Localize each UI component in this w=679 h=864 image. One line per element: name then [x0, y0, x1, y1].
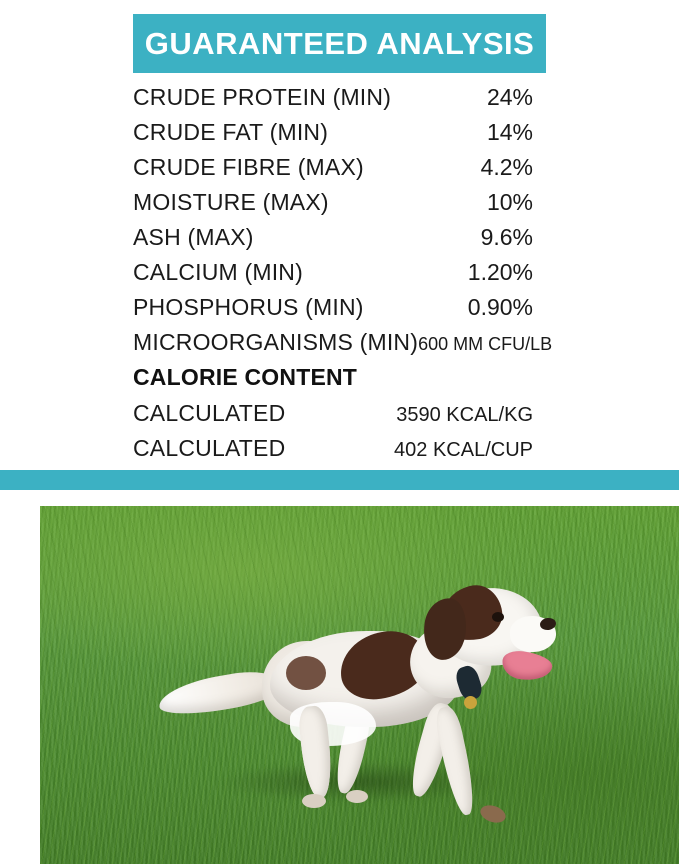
dog-illustration: [40, 506, 679, 864]
dog-paw-back-right: [302, 794, 326, 808]
table-row: [133, 329, 553, 364]
nutrient-label: CRUDE PROTEIN (MIN): [133, 84, 392, 110]
table-row: [133, 400, 533, 435]
calorie-content-heading: CALORIE CONTENT: [133, 364, 358, 390]
nutrient-value: 10%: [486, 189, 533, 215]
nutrient-value: 1.20%: [467, 259, 533, 285]
dog-eye: [492, 612, 504, 622]
dog-collar-tag: [464, 696, 477, 709]
nutrient-value: 0.90%: [467, 294, 533, 320]
dog-paw-back-left: [346, 790, 368, 803]
table-row: [133, 119, 533, 154]
nutrient-label: CALCIUM (MIN): [133, 259, 303, 285]
nutrient-value: 24%: [486, 84, 533, 110]
nutrient-label: MOISTURE (MAX): [133, 189, 329, 215]
table-row: [133, 154, 533, 189]
nutrient-value: 600 MM CFU/LB: [418, 334, 553, 354]
guaranteed-analysis-header: [133, 14, 546, 73]
table-row: [133, 224, 533, 259]
table-row: [133, 84, 533, 119]
table-row: [133, 259, 533, 294]
nutrient-label: CRUDE FAT (MIN): [133, 119, 329, 145]
nutrient-label: PHOSPHORUS (MIN): [133, 294, 364, 320]
calorie-value: 3590 KCAL/KG: [396, 404, 533, 426]
table-row: [133, 189, 533, 224]
nutrient-label: ASH (MAX): [133, 224, 254, 250]
nutrient-value: 4.2%: [480, 154, 533, 180]
divider: [0, 470, 679, 490]
nutrient-value: 9.6%: [480, 224, 533, 250]
table-row: [133, 435, 533, 470]
nutrient-value: 14%: [486, 119, 533, 145]
calorie-label: CALCULATED: [133, 435, 286, 461]
calorie-label: CALCULATED: [133, 400, 286, 426]
nutrient-label: CRUDE FIBRE (MAX): [133, 154, 364, 180]
dog-tongue: [500, 649, 553, 684]
page-title: GUARANTEED ANALYSIS: [144, 25, 535, 61]
nutrition-table: [133, 84, 553, 470]
calorie-value: 402 KCAL/CUP: [394, 439, 533, 461]
table-row: [133, 294, 533, 329]
nutrient-label: MICROORGANISMS (MIN): [133, 329, 419, 355]
dog-body-patch-small: [286, 656, 326, 690]
dog-paw-front: [478, 802, 508, 825]
dog-photo: [40, 506, 679, 864]
